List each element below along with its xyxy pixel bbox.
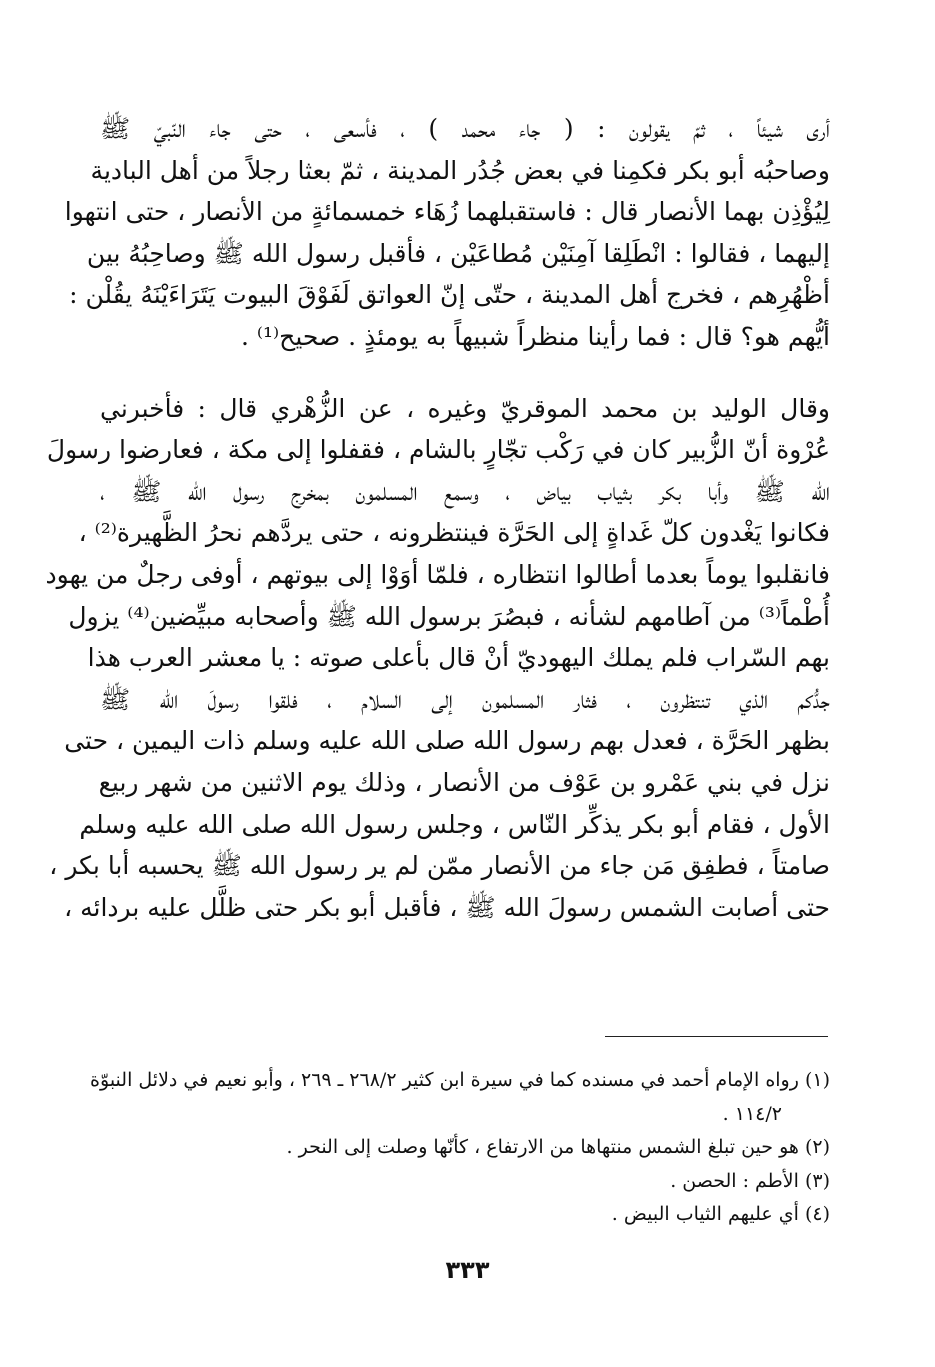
text-line: أيُّهم هو؟ قال : فما رأينا منظراً شبيهاً به يومئذٍ . صحيح⁽¹⁾ . (240, 321, 830, 351)
text-line: أرى شيئاً ، ثمّ يقولون : ( جاء محمد ) ، فأسعى ، حتى جاء النّبيّ ﷺ (100, 114, 830, 143)
text-line: حتى أصابت الشمس رسولَ الله ﷺ ، فأقبل أبو بكر حتى ظلَّل عليه بردائه ، (64, 892, 830, 922)
text-line: عُرْوة أنّ الزُّبير كان في رَكْب تجّارٍ بالشام ، فقفلوا إلى مكة ، فعارضوا رسولَ (46, 435, 830, 465)
footnote-1: (١) رواه الإمام أحمد في مسنده كما في سيرة ابن كثير ٢٦٨/٢ ـ ٢٦٩ ، وأبو نعيم في دلائل النبوّة (90, 1069, 830, 1091)
page-number: ٣٣٣ (445, 1256, 490, 1284)
paragraph-1 (64, 108, 830, 358)
text-line: الله ﷺ وأبا بكر بثياب بياض ، وسمع المسلمون بمخرج رسول الله ﷺ ، (100, 476, 830, 506)
paragraph-gap (100, 358, 830, 388)
text-line: بظهر الحَرَّة ، فعدل بهم رسول الله صلى الله عليه وسلم ذات اليمين ، حتى (64, 726, 830, 756)
text-line: جدُّكم الذي تنتظرون ، فثار المسلمون إلى السلام ، فلقوا رسولَ الله ﷺ (100, 684, 830, 714)
text-line: وصاحبُه أبو بكر فكمِنا في بعض جُدُر المدينة ، ثمّ بعثا رجلاً من أهل البادية (90, 155, 830, 185)
text-line: فانقلبوا يوماً بعدما أطالوا انتظاره ، فلمّا أوَوْا إلى بيوتهم ، أوفى رجلٌ من يهود (45, 559, 830, 589)
footnote-4: (٤) أي عليهم الثياب البيض . (611, 1203, 830, 1225)
footnotes (90, 1064, 830, 1232)
footnote-1-continuation: ١١٤/٢ . (722, 1102, 782, 1125)
footnote-separator (605, 1036, 828, 1037)
footnote-3: (٣) الأطم : الحصن . (670, 1169, 830, 1192)
text-line: وقال الوليد بن محمد الموقريّ وغيره ، عن الزُّهْري قال : فأخبرني (100, 393, 830, 423)
text-line: أُطْماً⁽³⁾ من آطامهم لشأنه ، فبصُرَ برسول الله ﷺ وأصحابه مبيِّضين⁽⁴⁾ يزول (68, 601, 830, 631)
text-line: الأول ، فقام أبو بكر يذكِّر النّاس ، وجلس رسول الله صلى الله عليه وسلم (79, 809, 830, 839)
main-text (45, 108, 830, 928)
paragraph-2 (45, 388, 830, 929)
text-line: لِيُؤْذِن بهما الأنصار قال : فاستقبلهما زُهَاء خمسمائةٍ من الأنصار ، حتى انتهوا (64, 197, 830, 227)
text-line: إليهما ، فقالوا : انْطَلِقا آمِنَيْن مُطاعَيْن ، فأقبل رسول الله ﷺ وصاحِبُهُ بين (86, 238, 830, 268)
text-line: نزل في بني عَمْرو بن عَوْف من الأنصار ، وذلك يوم الاثنين من شهر ربيع (98, 767, 830, 797)
text-line: أظْهُرِهم ، فخرج أهل المدينة ، حتّى إنّ العواتق لَفَوْقَ البيوت يَتَرَاءَيْنَهُ يقُلْن : (69, 280, 830, 310)
text-line: فكانوا يَغْدون كلّ غَداةٍ إلى الحَرَّة فينتظرونه ، حتى يردَّهم نحرُ الظَّهيرة⁽²⁾ ، (78, 518, 830, 548)
text-line: بهم السّراب فلم يملك اليهوديّ أنْ قال بأعلى صوته : يا معشر العرب هذا (87, 643, 830, 673)
text-line: صامتاً ، فطفِق مَن جاء من الأنصار ممّن لم ير رسول الله ﷺ يحسبه أبا بكر ، (49, 851, 830, 881)
footnote-2: (٢) هو حين تبلغ الشمس منتهاها من الارتفاع ، كأنّها وصلت إلى النحر . (286, 1136, 830, 1158)
